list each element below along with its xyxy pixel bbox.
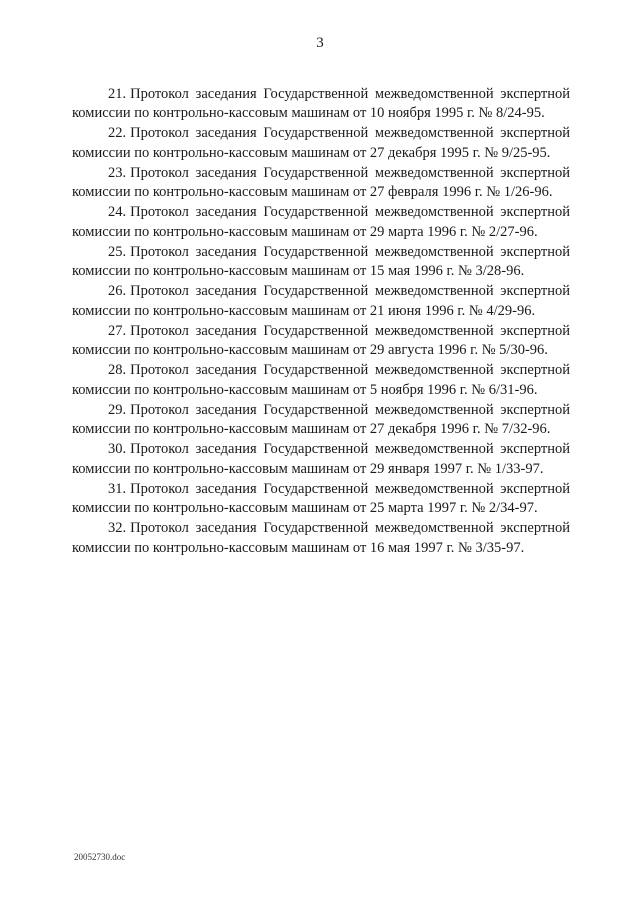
item-text: Протокол заседания Государственной межведомственной экспертной комиссии по контрольно-кассовым машинам от 21 июня 1996 г. № 4/29-96. xyxy=(72,283,570,319)
list-item xyxy=(72,361,570,400)
page-number: 3 xyxy=(316,35,324,51)
footer-filename: 20052730.doc xyxy=(74,852,126,862)
item-text: Протокол заседания Государственной межведомственной экспертной комиссии по контрольно-кассовым машинам от 29 августа 1996 г. № 5/30-96. xyxy=(72,322,570,358)
list-item xyxy=(72,85,570,124)
list-item xyxy=(72,322,570,361)
item-text: Протокол заседания Государственной межведомственной экспертной комиссии по контрольно-кассовым машинам от 27 декабря 1995 г. № 9/25-95. xyxy=(72,125,570,161)
item-number: 27. xyxy=(108,322,127,339)
item-number: 30. xyxy=(108,441,127,457)
item-text: Протокол заседания Государственной межведомственной экспертной комиссии по контрольно-кассовым машинам от 16 мая 1997 г. № 3/35-97. xyxy=(72,520,570,556)
item-number: 29. xyxy=(108,401,127,418)
item-text: Протокол заседания Государственной межведомственной экспертной комиссии по контрольно-кассовым машинам от 15 мая 1996 г. № 3/28-96. xyxy=(72,243,570,279)
item-number: 21. xyxy=(108,85,127,102)
list-item xyxy=(72,164,570,203)
item-number: 25. xyxy=(108,243,127,260)
list-item xyxy=(72,282,570,321)
item-text: Протокол заседания Государственной межведомственной экспертной комиссии по контрольно-кассовым машинам от 27 декабря 1996 г. № 7/32-96. xyxy=(72,401,570,437)
list-item xyxy=(72,519,570,558)
item-number: 32. xyxy=(108,520,127,536)
item-text: Протокол заседания Государственной межведомственной экспертной комиссии по контрольно-кассовым машинам от 10 ноября 1995 г. № 8/24-95. xyxy=(72,85,570,121)
list-item xyxy=(72,440,570,479)
list-item xyxy=(72,243,570,282)
item-number: 31. xyxy=(108,480,127,497)
item-number: 22. xyxy=(108,125,127,141)
protocol-list xyxy=(72,70,570,558)
item-text: Протокол заседания Государственной межведомственной экспертной комиссии по контрольно-кассовым машинам от 29 января 1997 г. № 1/33-97. xyxy=(72,441,570,477)
list-item xyxy=(72,203,570,242)
item-text: Протокол заседания Государственной межведомственной экспертной комиссии по контрольно-кассовым машинам от 25 марта 1997 г. № 2/34-97. xyxy=(72,480,570,516)
item-number: 23. xyxy=(108,164,127,181)
item-text: Протокол заседания Государственной межведомственной экспертной комиссии по контрольно-кассовым машинам от 5 ноября 1996 г. № 6/31-96. xyxy=(72,362,570,398)
list-item xyxy=(72,401,570,440)
list-item xyxy=(72,124,570,163)
item-number: 24. xyxy=(108,204,127,220)
item-text: Протокол заседания Государственной межведомственной экспертной комиссии по контрольно-кассовым машинам от 27 февраля 1996 г. № 1/26-96. xyxy=(72,164,570,200)
item-text: Протокол заседания Государственной межведомственной экспертной комиссии по контрольно-кассовым машинам от 29 марта 1996 г. № 2/27-96. xyxy=(72,204,570,240)
item-number: 28. xyxy=(108,362,127,378)
item-number: 26. xyxy=(108,283,127,299)
list-item xyxy=(72,480,570,519)
